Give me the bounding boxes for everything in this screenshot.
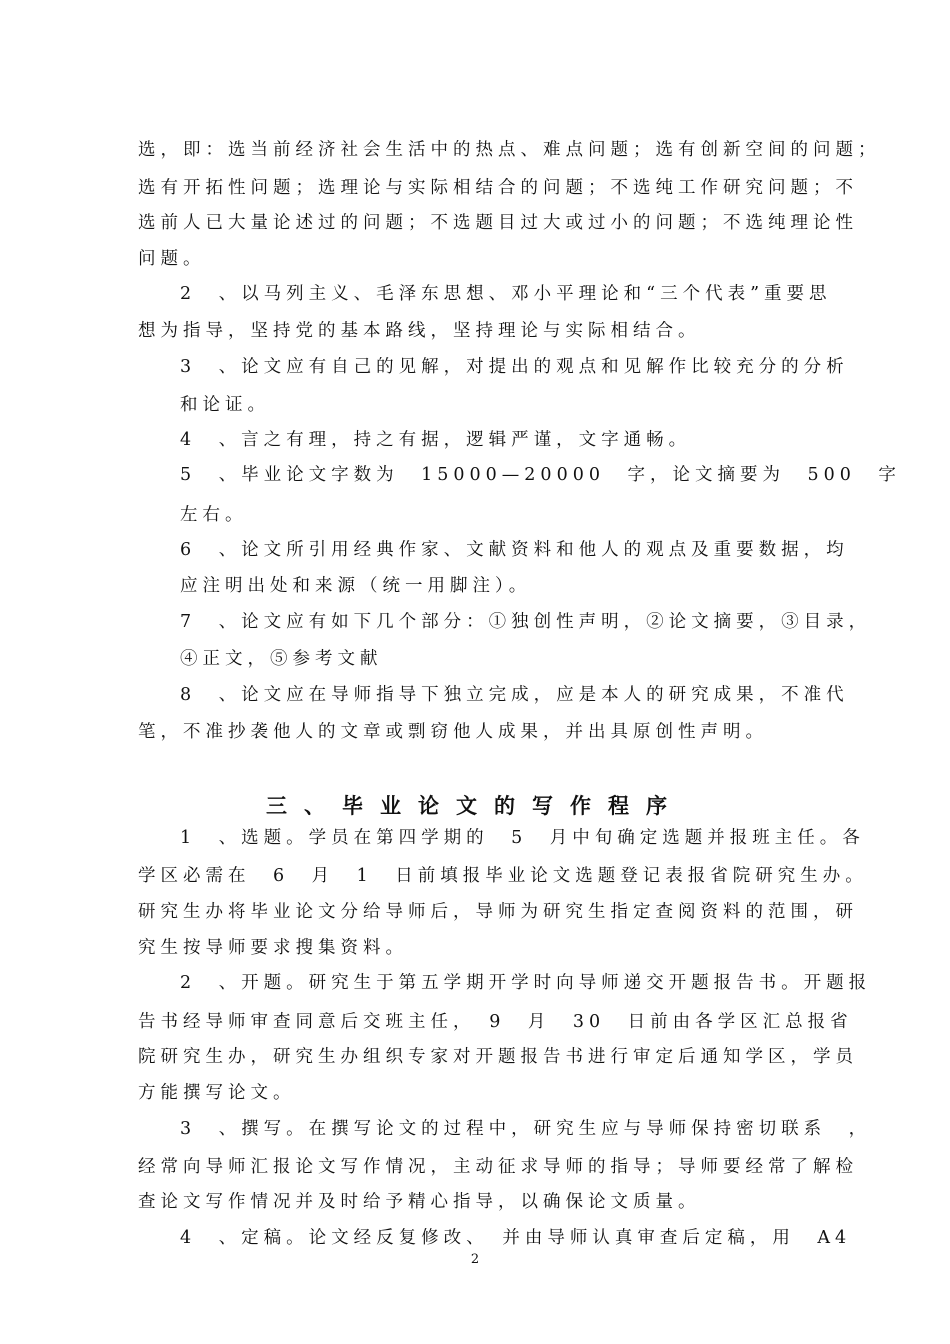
text-line: 告书经导师审查同意后交班主任， 9 月 30 日前由各学区汇总报省 xyxy=(138,1012,853,1032)
list-item-6: 6 、论文所引用经典作家、文献资料和他人的观点及重要数据，均 xyxy=(180,540,849,560)
text-line: 方能撰写论文。 xyxy=(138,1083,296,1103)
section-heading: 三、毕业论文的写作程序 xyxy=(266,794,684,818)
text-line: 想为指导，坚持党的基本路线，坚持理论与实际相结合。 xyxy=(138,321,701,341)
text-line: 和论证。 xyxy=(180,395,270,415)
list-item-3: 3 、撰写。在撰写论文的过程中，研究生应与导师保持密切联系 ， xyxy=(180,1119,872,1139)
text-line: 查论文写作情况并及时给予精心指导，以确保论文质量。 xyxy=(138,1192,701,1212)
list-item-4: 4 、言之有理，持之有据，逻辑严谨，文字通畅。 xyxy=(180,430,692,450)
text-line: 笔，不准抄袭他人的文章或剽窃他人成果，并出具原创性声明。 xyxy=(138,722,768,742)
text-line: 院研究生办，研究生办组织专家对开题报告书进行审定后通知学区，学员 xyxy=(138,1047,858,1067)
text-line: 究生按导师要求搜集资料。 xyxy=(138,938,408,958)
list-item-1: 1 、选题。学员在第四学期的 5 月中旬确定选题并报班主任。各 xyxy=(180,828,865,848)
list-item-3: 3 、论文应有自己的见解，对提出的观点和见解作比较充分的分析 xyxy=(180,357,849,377)
list-item-8: 8 、论文应在导师指导下独立完成，应是本人的研究成果，不准代 xyxy=(180,685,849,705)
text-line: 学区必需在 6 月 1 日前填报毕业论文选题登记表报省院研究生办。 xyxy=(138,866,868,886)
text-line: 经常向导师汇报论文写作情况，主动征求导师的指导；导师要经常了解检 xyxy=(138,1157,858,1177)
text-line: 应注明出处和来源（统一用脚注）。 xyxy=(180,576,532,596)
text-line: 选前人已大量论述过的问题；不选题目过大或过小的问题；不选纯理论性 xyxy=(138,213,858,233)
list-item-7: 7 、论文应有如下几个部分：①独创性声明，②论文摘要，③目录， xyxy=(180,612,872,632)
list-item-2: 2 、开题。研究生于第五学期开学时向导师递交开题报告书。开题报 xyxy=(180,973,872,993)
page-number: 2 xyxy=(470,1252,480,1267)
list-item-5: 5 、毕业论文字数为 15000—20000 字，论文摘要为 500 字 xyxy=(180,465,901,485)
text-line: ④正文，⑤参考文献 xyxy=(180,649,383,669)
text-line: 选有开拓性问题；选理论与实际相结合的问题；不选纯工作研究问题；不 xyxy=(138,178,858,198)
text-line: 问题。 xyxy=(138,249,206,269)
list-item-2: 2 、以马列主义、毛泽东思想、邓小平理论和“三个代表”重要思 xyxy=(180,284,832,304)
text-line: 选，即：选当前经济社会生活中的热点、难点问题；选有创新空间的问题； xyxy=(138,140,881,160)
text-line: 研究生办将毕业论文分给导师后，导师为研究生指定查阅资料的范围，研 xyxy=(138,902,858,922)
list-item-4: 4 、定稿。论文经反复修改、 并由导师认真审查后定稿，用 A4 xyxy=(180,1228,852,1248)
text-line: 左右。 xyxy=(180,505,248,525)
